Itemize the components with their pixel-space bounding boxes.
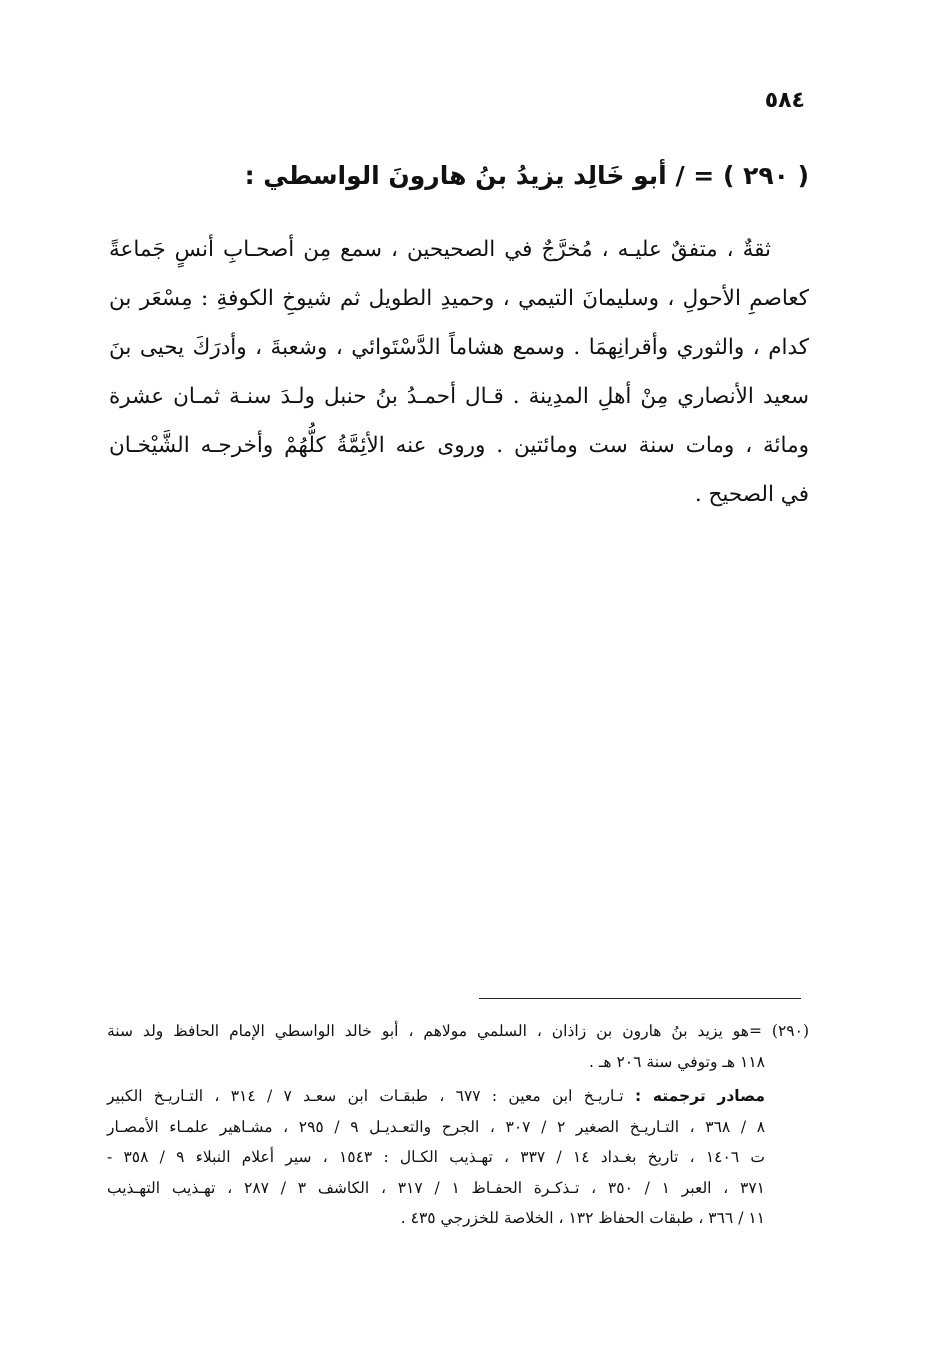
page-number: ٥٨٤ [764,88,805,113]
body-line: ومائة ، ومات سنة ست ومائتين . وروى عنه الأئِمَّةُ كلُّهُمْ وأخرجـه الشَّيْخـان [109,433,809,458]
entry-body [109,225,809,519]
footnote-bio-line: (٢٩٠) =هو يزيد بنُ هارون بن زاذان ، السلمي مولاهم ، أبو خالد الواسطي الإمام الحافظ ولد سنة [107,1022,809,1040]
sources-label: مصادر ترجمته : [634,1087,765,1105]
body-line: كدام ، والثوري وأقرانِهمَا . وسمع هشاماً الدَّسْتَوائي ، وشعبةَ ، وأدرَكَ يحيى بنَ [109,335,809,360]
entry-heading: ( ٢٩٠ ) = / أبو خَالِد يزيدُ بنُ هارونَ الواسطي : [244,161,809,190]
footnote-sources-line [107,1081,809,1112]
footnotes [107,1016,809,1234]
body-line: كعاصمِ الأحولِ ، وسليمانَ التيمي ، وحميدِ الطويل ثم شيوخِ الكوفةِ : مِسْعَر بن [109,286,809,311]
body-line: ثقةٌ ، متفقٌ عليـه ، مُخرَّجٌ في الصحيحين ، سمع مِن أصحـابِ أنسٍ جَماعةً [109,237,771,262]
footnote-sources-line: ١١ / ٣٦٦ ، طبقات الحفاظ ١٣٢ ، الخلاصة للخزرجي ٤٣٥ . [400,1209,765,1227]
sources-first-line: تـاريـخ ابن معين : ٦٧٧ ، طبقـات ابن سعـد ٧ / ٣١٤ ، التـاريـخ الكبير [107,1087,624,1105]
footnote-bio-line: ١١٨ هـ وتوفي سنة ٢٠٦ هـ . [588,1052,765,1071]
footnote-sources-line: ٣٧١ ، العبر ١ / ٣٥٠ ، تـذكـرة الحفـاظ ١ / ٣١٧ ، الكاشف ٣ / ٢٨٧ ، تهـذيب التهـذيب [107,1178,765,1197]
footnote-separator [479,998,801,999]
footnote-sources-line: ٨ / ٣٦٨ ، التـاريـخ الصغير ٢ / ٣٠٧ ، الجرح والتعـديـل ٩ / ٢٩٥ ، مشـاهير علمـاء الأمصـار [107,1117,766,1136]
body-line: سعيد الأنصاري مِنْ أهلِ المدِينة . قـال أحمـدُ بنُ حنبل ولـدَ سنـة ثمـان عشرة [109,384,809,409]
footnote-sources-line: ت ١٤٠٦ ، تاريخ بغـداد ١٤ / ٣٣٧ ، تهـذيب الكـال : ١٥٤٣ ، سير أعلام النبلاء ٩ / ٣٥٨ - [107,1148,765,1166]
body-line: في الصحيح . [694,482,809,507]
